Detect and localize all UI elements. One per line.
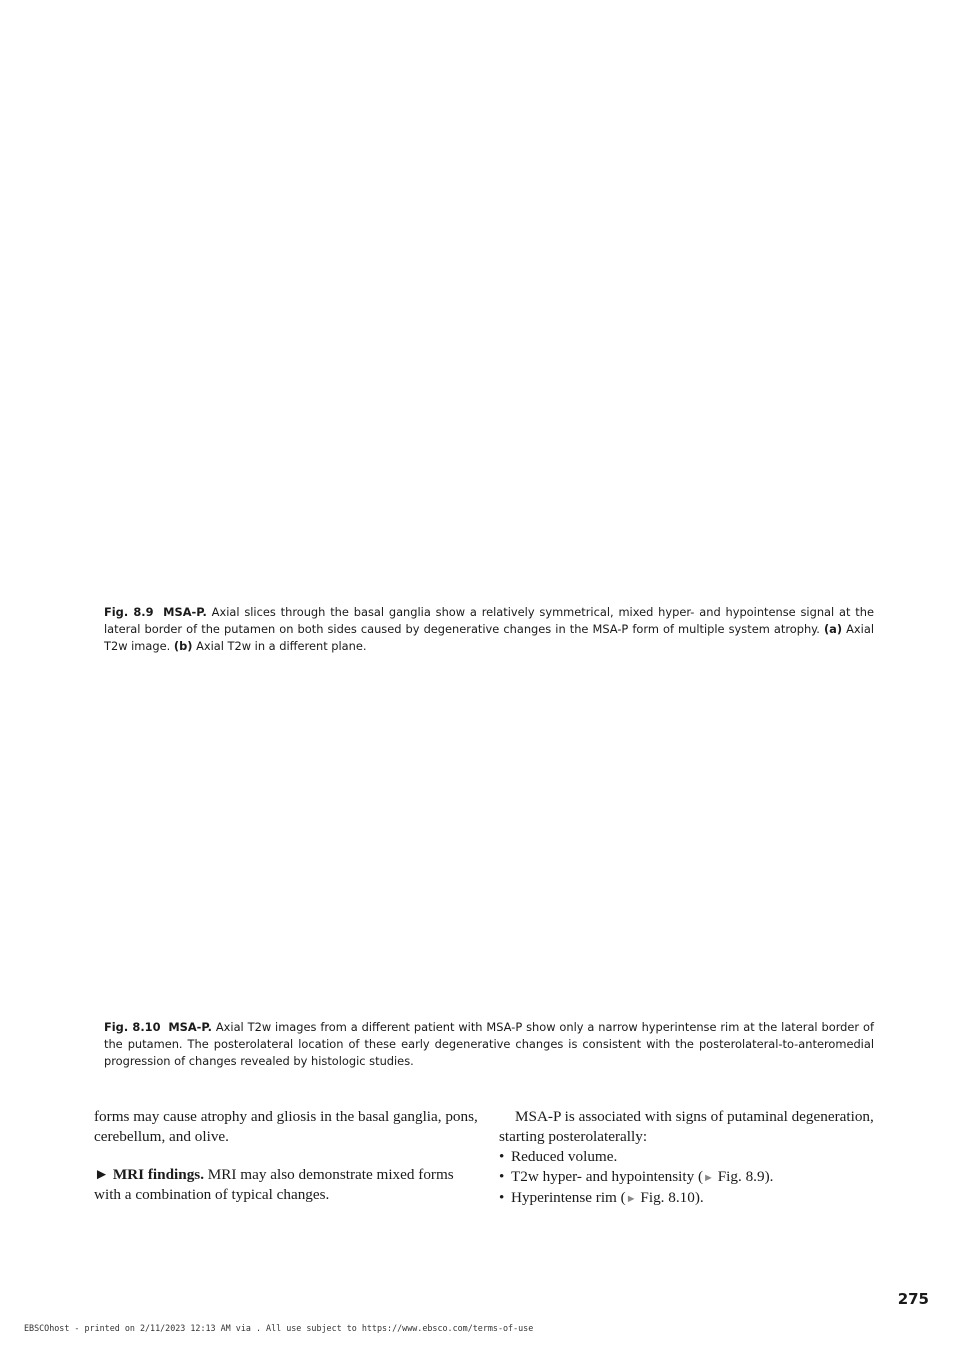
bullet-icon: •: [499, 1148, 505, 1165]
figure-8-9-part-a-text: Axial T2w image.: [104, 622, 874, 653]
triangle-marker-icon: ►: [94, 1166, 110, 1183]
figure-8-10-title: MSA-P.: [168, 1020, 212, 1034]
body-paragraph: forms may cause atrophy and gliosis in the basal ganglia, pons, cerebellum, and olive.: [94, 1108, 478, 1145]
mri-findings-heading: MRI findings.: [112, 1166, 204, 1183]
body-column-left: [94, 1107, 478, 1205]
footer-print-notice: EBSCOhost - printed on 2/11/2023 12:13 AM via . All use subject to https://www.ebsco.com/terms-of-use: [24, 1323, 534, 1333]
figure-8-9-title: MSA-P.: [163, 605, 207, 619]
figure-8-10-reference-link[interactable]: Fig. 8.10: [636, 1189, 695, 1206]
mri-findings-paragraph: [94, 1165, 478, 1205]
figure-8-9-part-b-label: (b): [173, 639, 193, 653]
list-item: [499, 1147, 883, 1167]
figure-8-10-label: Fig. 8.10: [104, 1020, 161, 1034]
list-item: [499, 1167, 883, 1188]
bullet-icon: •: [499, 1168, 505, 1185]
figure-8-9-caption: [104, 604, 874, 655]
cross-reference-arrow-icon: ►: [703, 1172, 714, 1184]
figure-8-9-text: Axial slices through the basal ganglia show a relatively symmetrical, mixed hyper- and hypointense signal at the lateral border of the putamen on both sides caused by degenerative changes in the MSA-P form of multiple system atrophy.: [104, 605, 874, 636]
figure-8-10-caption: [104, 1019, 874, 1070]
bullet-text-end: ).: [764, 1168, 774, 1185]
figure-8-10-image-area: [104, 668, 874, 1013]
bullet-text: Hyperintense rim (: [511, 1189, 626, 1206]
body-column-right: [499, 1107, 883, 1209]
bullet-text-end: ).: [694, 1189, 704, 1206]
bullet-icon: •: [499, 1189, 505, 1206]
bullet-text: T2w hyper- and hypointensity (: [511, 1168, 704, 1185]
figure-8-9-image-area: [104, 30, 874, 590]
figure-8-9-label: Fig. 8.9: [104, 605, 154, 619]
figure-8-9-part-b-text: Axial T2w in a different plane.: [192, 639, 367, 653]
figure-8-9-part-a-label: (a): [823, 622, 843, 636]
msa-p-intro: MSA-P is associated with signs of putaminal degeneration, starting posterolaterally:: [499, 1108, 874, 1145]
bullet-text: Reduced volume.: [511, 1148, 618, 1165]
figure-8-9-reference-link[interactable]: Fig. 8.9: [713, 1168, 765, 1185]
list-item: [499, 1188, 883, 1209]
bullet-list: [499, 1147, 883, 1209]
cross-reference-arrow-icon: ►: [625, 1193, 637, 1205]
page-number: 275: [897, 1290, 929, 1308]
mri-findings-text: MRI may also demonstrate mixed forms with a combination of typical changes.: [94, 1166, 454, 1203]
figure-8-10-text: Axial T2w images from a different patient with MSA-P show only a narrow hyperintense rim at the lateral border of the putamen. The posterolateral location of these early degenerative changes is consistent with the posterolateral-to-anteromedial progression of changes revealed by histologic studies.: [104, 1020, 874, 1068]
